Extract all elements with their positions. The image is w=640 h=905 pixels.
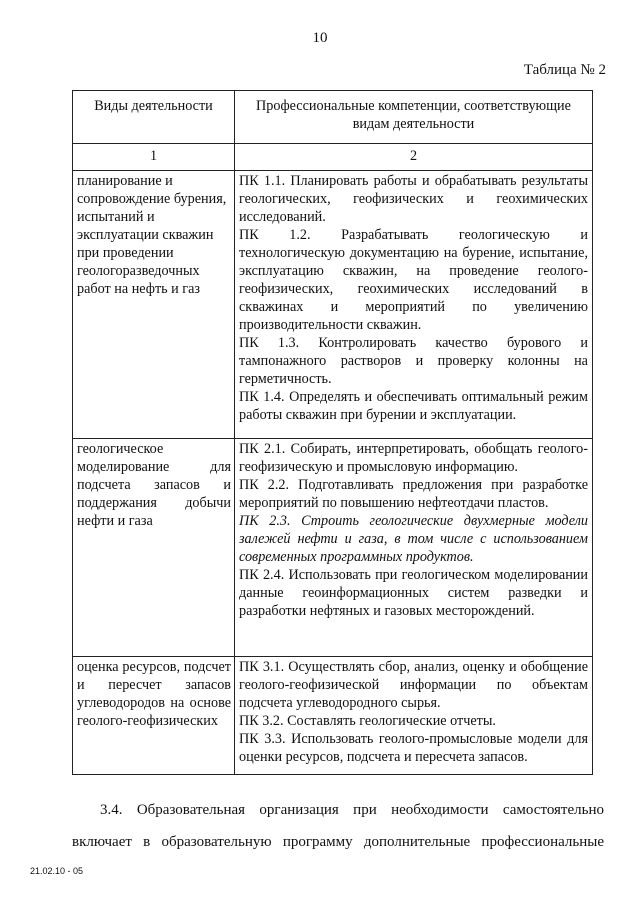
table-row	[73, 439, 593, 657]
page-number: 10	[312, 30, 328, 46]
competency-item: ПК 2.2. Подготавливать предложения при разработке мероприятий по повышению нефтеотдачи пластов.	[239, 477, 588, 511]
competency-item: ПК 3.1. Осуществлять сбор, анализ, оценку и обобщение геолого-геофизической информации по объектам подсчета углеводородного сырья.	[239, 659, 588, 711]
competencies-cell	[235, 171, 593, 439]
competencies-table	[72, 90, 593, 775]
competency-item: ПК 1.3. Контролировать качество бурового и тампонажного растворов и проверку колонны на герметичность.	[239, 335, 588, 387]
column-number-row	[73, 144, 593, 171]
table-header-row	[73, 91, 593, 144]
header-competencies: Профессиональные компетенции, соответствующие видам деятельности	[235, 91, 593, 144]
competency-item: ПК 2.3. Строить геологические двухмерные модели залежей нефти и газа, в том числе с использованием современных программных продуктов.	[239, 513, 588, 565]
competency-item: ПК 2.4. Использовать при геологическом моделировании данные геоинформационных систем разведки и разработки нефтяных и газовых месторождений.	[239, 567, 588, 619]
body-paragraph: 3.4. Образовательная организация при необходимости самостоятельно включает в образовательную программу дополнительные профессиональные	[72, 802, 604, 850]
competency-item: ПК 3.3. Использовать геолого-промысловые модели для оценки ресурсов, подсчета и пересчета запасов.	[239, 731, 588, 765]
header-activities: Виды деятельности	[73, 91, 235, 144]
column-number-1: 1	[73, 144, 235, 171]
activity-cell: оценка ресурсов, подсчет и пересчет запасов углеводородов на основе геолого-геофизических	[73, 657, 235, 775]
table-row	[73, 171, 593, 439]
competencies-cell	[235, 439, 593, 657]
competency-item: ПК 3.2. Составлять геологические отчеты.	[239, 713, 496, 729]
activity-cell: планирование и сопровождение бурения, испытаний и эксплуатации скважин при проведении геологоразведочных работ на нефть и газ	[73, 171, 235, 439]
competency-item: ПК 1.4. Определять и обеспечивать оптимальный режим работы скважин при бурении и эксплуатации.	[239, 389, 588, 423]
competency-item: ПК 1.2. Разрабатывать геологическую и технологическую документацию на бурение, испытание, эксплуатацию скважин, на проведение геолого-геофизических, геохимических исследований в скважинах и мероприятий по увеличению производительности скважин.	[239, 227, 588, 333]
table-caption: Таблица № 2	[523, 62, 606, 78]
competency-item: ПК 1.1. Планировать работы и обрабатывать результаты геологических, геофизических и геохимических исследований.	[239, 173, 588, 225]
column-number-2: 2	[235, 144, 593, 171]
activity-cell: геологическое моделирование для подсчета запасов и поддержания добычи нефти и газа	[73, 439, 235, 657]
footer-code: 21.02.10 - 05	[30, 866, 84, 876]
competency-item: ПК 2.1. Собирать, интерпретировать, обобщать геолого-геофизическую и промысловую информацию.	[239, 441, 588, 475]
competencies-cell	[235, 657, 593, 775]
table-row	[73, 657, 593, 775]
